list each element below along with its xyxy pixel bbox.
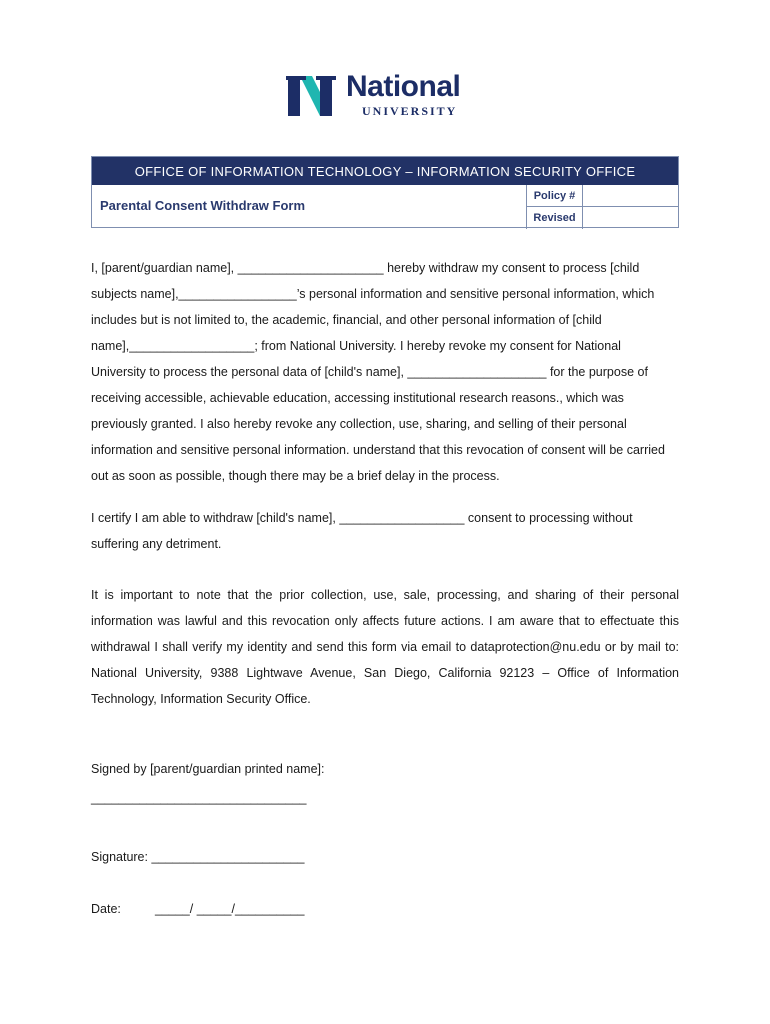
paragraph-text: It is important to note that the prior collection, use, sale, processing, and sharing of their personal information was lawful and this revocation only affects future actions. I am aware that to effectuate this withdrawal I shall verify my identity and send this form via email to dataprotection@nu.edu or by mail to: National University, 9388 Lightwave Avenue, San Diego, California 92123 – Office of Information Technology, Information Security Office. xyxy=(91,588,679,706)
date-label: Date: xyxy=(91,902,121,916)
signed-by-label: Signed by [parent/guardian printed name]: xyxy=(91,762,325,776)
revised-field[interactable] xyxy=(582,207,679,229)
printed-name-line[interactable]: _______________________________ xyxy=(91,791,307,805)
office-title-bar: OFFICE OF INFORMATION TECHNOLOGY – INFORMATION SECURITY OFFICE xyxy=(92,157,678,185)
signature-line[interactable]: Signature: ______________________ xyxy=(91,850,305,864)
nu-logo-mark-icon xyxy=(286,74,342,118)
form-title: Parental Consent Withdraw Form xyxy=(100,198,306,213)
policy-number-field[interactable] xyxy=(582,185,679,207)
date-row xyxy=(91,902,304,916)
policy-meta-grid xyxy=(526,185,679,229)
form-header-table xyxy=(91,156,679,228)
policy-number-label: Policy # xyxy=(526,185,582,207)
form-title-row xyxy=(92,185,678,229)
certification-paragraph xyxy=(91,505,679,557)
revised-label: Revised xyxy=(526,207,582,229)
paragraph-text: I, [parent/guardian name], _____________________ hereby withdraw my consent to process [child subjects name],_________________’s personal information and sensitive personal information, which includes but is not limited to, the academic, financial, and other personal information of [child name],__________________; from National University. I hereby revoke my consent for National University to process the personal data of [child's name], ____________________ for the purpose of receiving accessible, achievable education, accessing institutional research reasons., which was previously granted. I also hereby revoke any collection, use, sharing, and selling of their personal information and sensitive personal information. understand that this revocation of consent will be carried out as soon as possible, though there may be a brief delay in the process. xyxy=(91,261,665,483)
notice-paragraph xyxy=(91,582,679,712)
withdrawal-statement-paragraph xyxy=(91,255,679,489)
logo-subtitle: UNIVERSITY xyxy=(362,104,458,118)
national-university-logo xyxy=(286,72,486,120)
paragraph-text: I certify I am able to withdraw [child's name], __________________ consent to processing without suffering any detriment. xyxy=(91,511,633,551)
logo-name: National xyxy=(346,70,461,103)
date-blanks[interactable]: _____/ _____/__________ xyxy=(155,902,305,916)
